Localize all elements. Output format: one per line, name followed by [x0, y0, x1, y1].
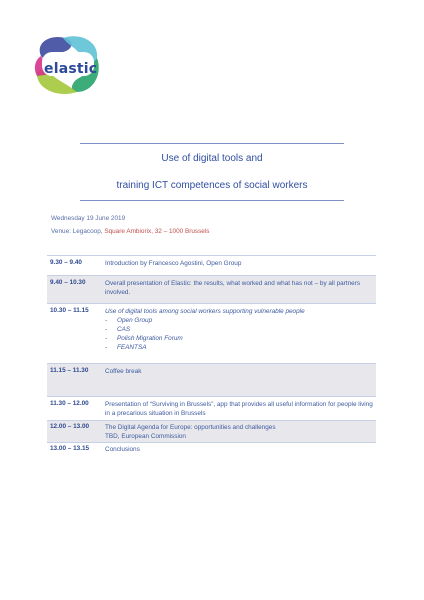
agenda-text: Coffee break: [105, 368, 142, 375]
agenda-subitem: - CAS: [105, 325, 376, 334]
agenda-time: 11.30 – 12.00: [50, 400, 89, 407]
agenda-time: 13.00 – 13.15: [50, 445, 90, 452]
venue-address: Square Ambiorix, 32 – 1000 Brussels: [104, 228, 210, 235]
event-date: Wednesday 19 June 2019: [51, 215, 126, 222]
agenda-session-title: The Digital Agenda for Europe: opportunities and challenges: [105, 424, 276, 431]
agenda-session-title: Use of digital tools among social workers supporting vulnerable people: [105, 308, 305, 315]
agenda-speaker: TBD, European Commission: [105, 433, 186, 440]
agenda-text: Introduction by Francesco Agostini, Open Group: [105, 260, 242, 267]
agenda-row: [47, 396, 376, 420]
agenda-row: [47, 363, 376, 396]
agenda-row: [47, 420, 376, 442]
agenda-subitem: - Polish Migration Forum: [105, 334, 376, 343]
agenda-time: 9.40 – 10.30: [50, 279, 86, 286]
agenda-text: Overall presentation of Elastic: the results, what worked and what has not – by all partners involved.: [105, 280, 361, 296]
agenda-text: [105, 307, 376, 363]
agenda-subitem: - FEANTSA: [105, 343, 376, 352]
agenda-row: [47, 255, 376, 275]
agenda-subitem: - Open Group: [105, 316, 376, 325]
title-rule-bottom: [80, 200, 344, 201]
agenda-text: [105, 423, 376, 442]
title-line-2: training ICT competences of social workers: [116, 180, 308, 191]
title-rule-top: [80, 143, 344, 144]
agenda-time: 9.30 – 9.40: [50, 259, 82, 266]
agenda-row: [47, 275, 376, 303]
agenda-row: [47, 442, 376, 456]
title-line-1: Use of digital tools and: [161, 153, 263, 164]
agenda-text: Presentation of “Surviving in Brussels”, app that provides all useful information for people living in a precarious situation in Brussels: [105, 401, 373, 417]
event-venue: [51, 228, 209, 235]
agenda-time: 12.00 – 13.00: [50, 423, 90, 430]
logo-wordmark: elastic: [44, 61, 98, 77]
agenda-time: 10.30 – 11.15: [50, 307, 89, 314]
agenda-time: 11.15 – 11.30: [50, 367, 89, 374]
agenda-text: Conclusions: [105, 446, 140, 453]
agenda-table: [47, 255, 376, 456]
venue-label: Venue: Legacoop,: [51, 228, 103, 235]
agenda-row: [47, 303, 376, 363]
